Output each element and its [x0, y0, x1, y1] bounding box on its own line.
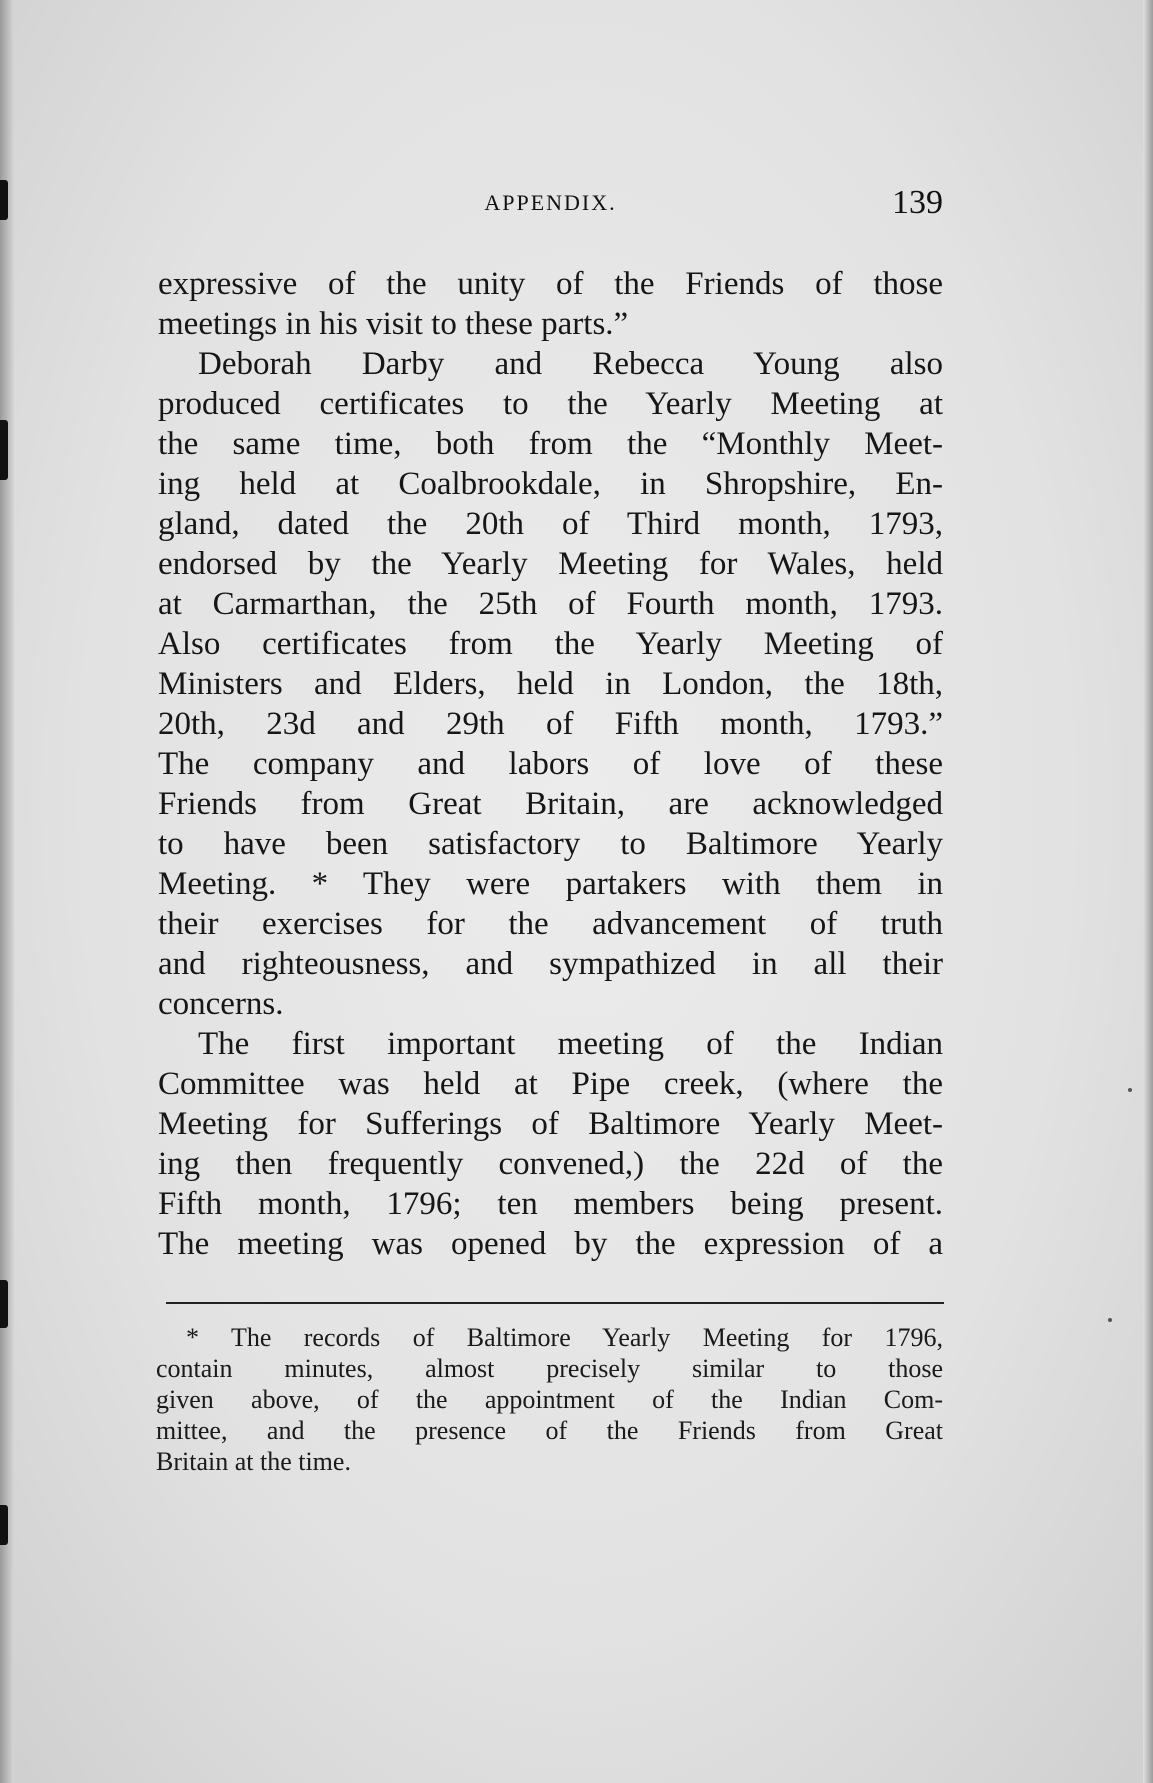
text-line: Meeting. * They were partakers with them in: [158, 866, 943, 902]
text-line: at Carmarthan, the 25th of Fourth month, 1793.: [158, 586, 943, 622]
text-line: Committee was held at Pipe creek, (where the: [158, 1066, 943, 1102]
text-line: their exercises for the advancement of truth: [158, 906, 943, 942]
running-head: [158, 184, 943, 234]
footnote-line: mittee, and the presence of the Friends from Great: [156, 1416, 943, 1445]
text-line: Deborah Darby and Rebecca Young also: [198, 346, 943, 382]
text-line: Fifth month, 1796; ten members being present.: [158, 1186, 943, 1222]
running-title: APPENDIX.: [484, 190, 617, 215]
text-line: endorsed by the Yearly Meeting for Wales, held: [158, 546, 943, 582]
text-line: meetings in his visit to these parts.”: [158, 306, 629, 342]
binding-thread-mark: [0, 1280, 8, 1328]
text-line: The meeting was opened by the expression of a: [158, 1226, 943, 1262]
text-line: produced certificates to the Yearly Meeting at: [158, 386, 943, 422]
text-line: and righteousness, and sympathized in all their: [158, 946, 943, 982]
binding-thread-mark: [0, 420, 8, 480]
footnote-line: * The records of Baltimore Yearly Meeting for 1796,: [186, 1323, 943, 1352]
footnote-line: Britain at the time.: [156, 1447, 351, 1476]
text-line: the same time, both from the “Monthly Meet-: [158, 426, 943, 462]
text-line: The first important meeting of the Indian: [198, 1026, 943, 1062]
paper-speck: [1108, 1318, 1112, 1322]
text-line: gland, dated the 20th of Third month, 1793,: [158, 506, 943, 542]
text-line: ing then frequently convened,) the 22d of the: [158, 1146, 943, 1182]
footnote-rule: [166, 1302, 944, 1304]
text-line: Meeting for Sufferings of Baltimore Yearly Meet-: [158, 1106, 943, 1142]
paper-speck: [1128, 1088, 1132, 1092]
page-number: 139: [892, 184, 943, 221]
footnote: [156, 1322, 943, 1477]
page-right-edge: [1143, 0, 1153, 1783]
text-line: to have been satisfactory to Baltimore Yearly: [158, 826, 943, 862]
body-text: [158, 264, 943, 1264]
text-line: ing held at Coalbrookdale, in Shropshire, En-: [158, 466, 943, 502]
text-line: Friends from Great Britain, are acknowledged: [158, 786, 943, 822]
footnote-line: contain minutes, almost precisely similar to those: [156, 1354, 943, 1383]
text-line: expressive of the unity of the Friends of those: [158, 266, 943, 302]
text-line: 20th, 23d and 29th of Fifth month, 1793.”: [158, 706, 943, 742]
binding-thread-mark: [0, 1505, 8, 1545]
binding-thread-mark: [0, 180, 8, 220]
footnote-line: given above, of the appointment of the Indian Com-: [156, 1385, 943, 1414]
text-line: concerns.: [158, 986, 284, 1022]
text-line: Also certificates from the Yearly Meeting of: [158, 626, 943, 662]
text-line: The company and labors of love of these: [158, 746, 943, 782]
text-line: Ministers and Elders, held in London, the 18th,: [158, 666, 943, 702]
